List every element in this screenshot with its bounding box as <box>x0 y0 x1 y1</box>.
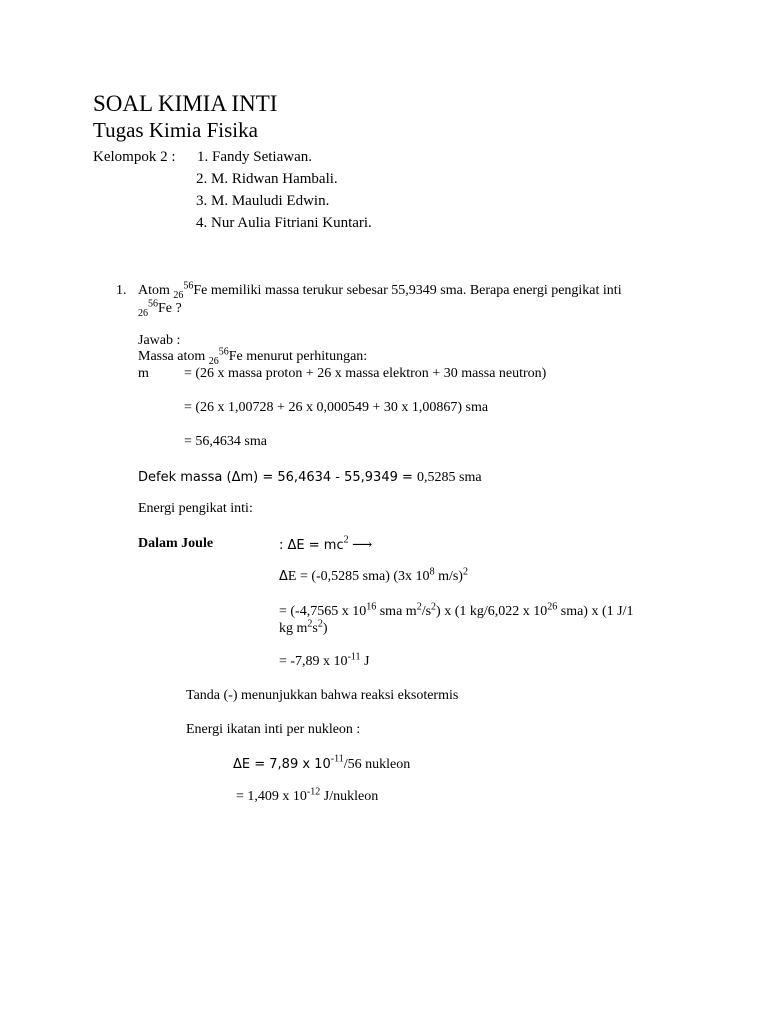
energy-calc-2-cont: kg $m^2s^2$) <box>279 618 328 636</box>
m-result: = 56,4634 sma <box>184 434 267 449</box>
defek-massa-line: Defek massa (Δm) = 56,4634 - 55,9349 = 0,5285 sma <box>138 470 482 485</box>
member-1: 1. Fandy Setiawan. <box>197 149 312 165</box>
energy-calc-1: ΔE = (-0,5285 sma) (3x $10^8$ m/s)$^2$ <box>279 566 468 584</box>
eksotermis-note: Tanda (-) menunjukkan bahwa reaksi eksotermis <box>186 688 459 703</box>
question-line-1: Atom $_{26}^{56}$Fe memiliki massa terukur sebesar 55,9349 sma. Berapa energi pengikat inti <box>138 280 622 301</box>
dalam-joule-label: Dalam Joule <box>138 536 214 551</box>
question-line-2: $_{26}^{56}$Fe ? <box>138 298 182 319</box>
energi-pengikat-label: Energi pengikat inti: <box>138 501 253 516</box>
page-title: SOAL KIMIA INTI <box>93 91 278 116</box>
energy-calc-2: = (-4,7565 x $10^{16}$ sma $m^2/s^2$) x (1 kg/6,022 x $10^{26}$ sma) x (1 J/1 <box>279 601 634 619</box>
nukleon-calc-2: = 1,409 x $10^{-12}$ J/nukleon <box>236 786 379 804</box>
m-label: m <box>138 366 149 381</box>
question-number: 1. <box>116 283 127 298</box>
jawab-label: Jawab : <box>138 333 181 348</box>
m-formula: = (26 x massa proton + 26 x massa elektron + 30 massa neutron) <box>184 366 547 381</box>
per-nukleon-label: Energi ikatan inti per nukleon : <box>186 722 361 737</box>
m-values: = (26 x 1,00728 + 26 x 0,000549 + 30 x 1,00867) sma <box>184 400 489 415</box>
member-4: 4. Nur Aulia Fitriani Kuntari. <box>196 215 372 231</box>
nukleon-calc-1: ΔE = 7,89 x $10^{-11}/56$ nukleon <box>233 753 411 772</box>
mass-energy-formula: : $\Delta E = mc^2$ ⟶ <box>279 534 373 553</box>
member-3: 3. M. Mauludi Edwin. <box>196 193 330 209</box>
member-2: 2. M. Ridwan Hambali. <box>196 171 338 187</box>
energy-result: = -7,89 x $10^{-11}$ J <box>279 651 370 669</box>
massa-atom-line: Massa atom $_{26}^{56}$Fe menurut perhitungan: <box>138 346 368 367</box>
group-label: Kelompok 2 : <box>93 149 176 165</box>
page-subtitle: Tugas Kimia Fisika <box>93 118 258 142</box>
